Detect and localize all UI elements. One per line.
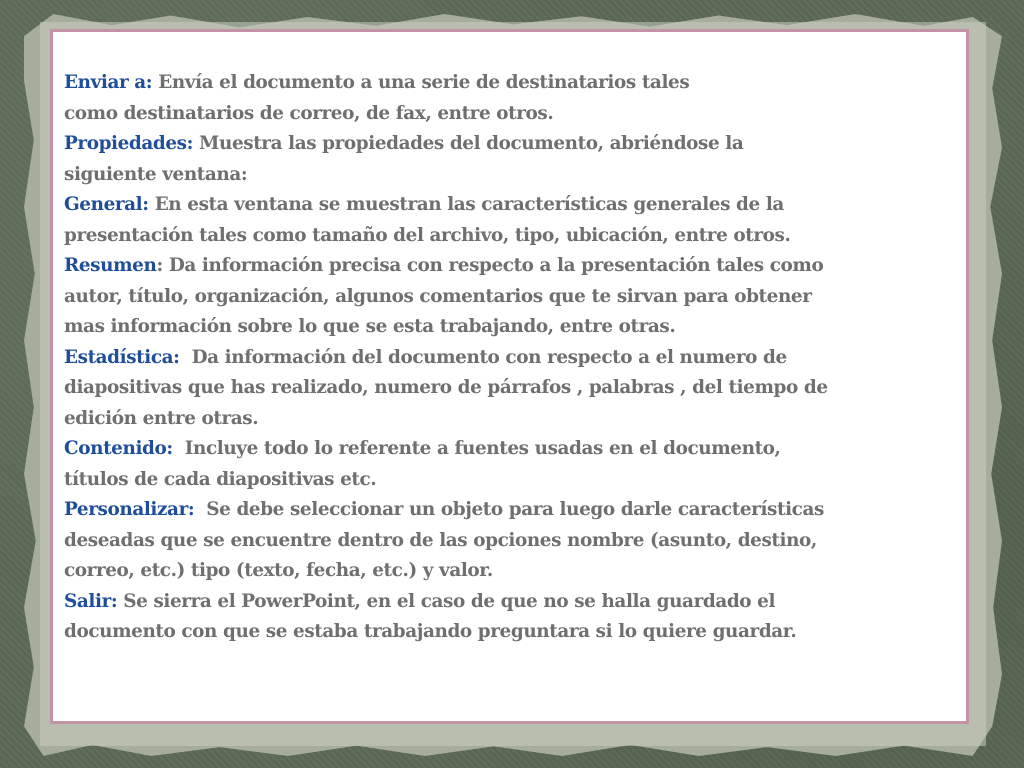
entry-text: Da información del documento con respecto a el numero de	[191, 346, 787, 368]
term-label: Contenido:	[64, 438, 173, 459]
entry-text: como destinatarios de correo, de fax, entre otros.	[64, 102, 554, 124]
entry-enviar-a	[64, 68, 954, 129]
entry-text: deseadas que se encuentre dentro de las opciones nombre (asunto, destino,	[64, 529, 817, 551]
term-label: Salir:	[64, 590, 118, 612]
entry-text: documento con que se estaba trabajando preguntara si lo quiere guardar.	[64, 621, 797, 642]
entry-text: Se sierra el PowerPoint, en el caso de que no se halla guardado el	[123, 590, 776, 612]
entry-personalizar	[64, 495, 954, 587]
entry-general	[64, 190, 954, 251]
entry-text: : Da información precisa con respecto a la presentación tales como	[156, 255, 824, 276]
entry-text: Envía el documento a una serie de destinatarios tales	[158, 72, 690, 93]
slide-content-panel	[50, 29, 969, 724]
term-label: Resumen	[64, 255, 157, 276]
entry-salir	[64, 587, 954, 648]
entry-text: autor, título, organización, algunos comentarios que te sirvan para obtener	[64, 285, 812, 307]
term-label: General:	[64, 194, 149, 215]
entry-propiedades	[64, 129, 954, 190]
entry-text: mas información sobre lo que se esta trabajando, entre otras.	[64, 316, 676, 337]
entry-text: Incluye todo lo referente a fuentes usadas en el documento,	[184, 438, 781, 459]
entry-resumen	[64, 251, 954, 343]
entry-text: En esta ventana se muestran las características generales de la	[154, 194, 784, 215]
term-label: Estadística:	[64, 346, 180, 368]
entry-text: títulos de cada diapositivas etc.	[64, 468, 377, 490]
entry-estadistica	[64, 343, 954, 435]
entry-contenido	[64, 434, 954, 495]
entry-text: Muestra las propiedades del documento, abriéndose la	[199, 133, 744, 154]
term-label: Personalizar:	[64, 499, 195, 520]
entry-text: diapositivas que has realizado, numero de párrafos , palabras , del tiempo de	[64, 377, 828, 398]
term-label: Propiedades:	[64, 133, 194, 154]
entry-text: edición entre otras.	[64, 407, 259, 429]
term-label: Enviar a:	[64, 72, 153, 93]
entry-text: presentación tales como tamaño del archivo, tipo, ubicación, entre otros.	[64, 224, 791, 246]
entry-text: Se debe seleccionar un objeto para luego darle características	[206, 499, 824, 520]
entry-text: siguiente ventana:	[64, 163, 248, 185]
entry-text: correo, etc.) tipo (texto, fecha, etc.) y valor.	[64, 560, 493, 581]
slide-text-block	[64, 68, 954, 648]
